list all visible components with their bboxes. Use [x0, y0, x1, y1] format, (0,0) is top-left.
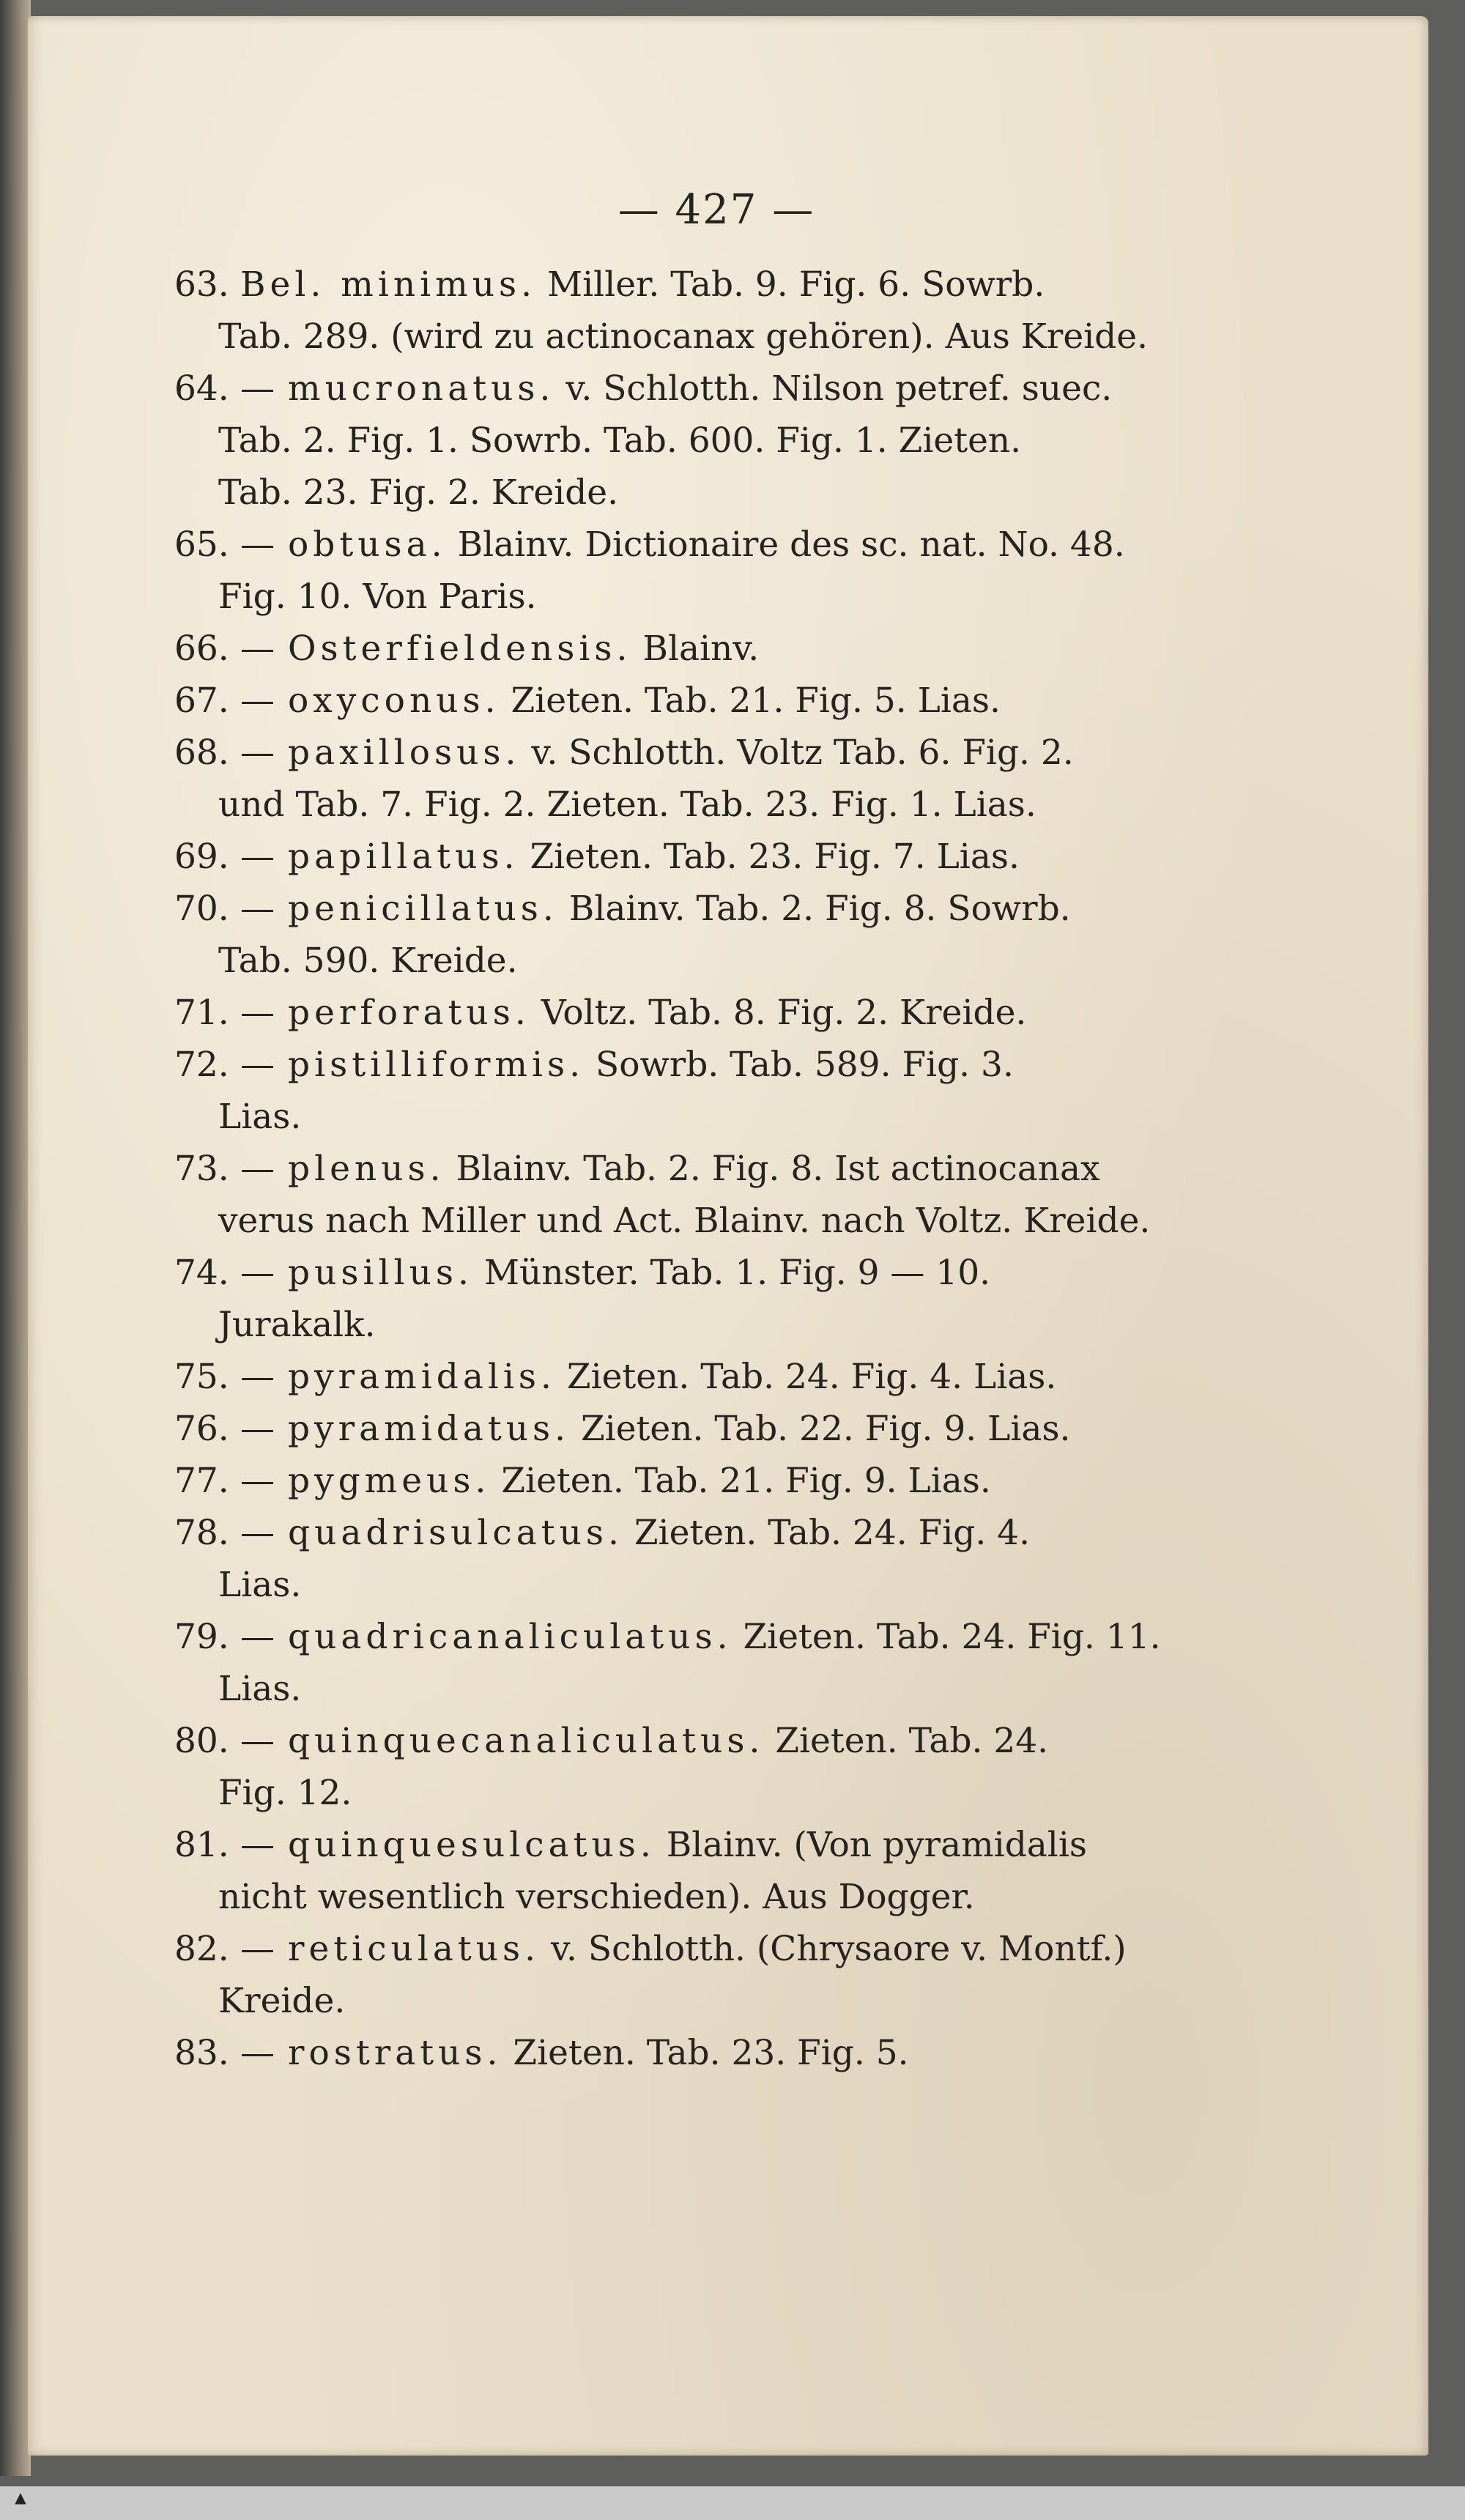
entry-reference: Zieten. Tab. 24. Fig. 4. — [623, 1513, 1031, 1553]
entry-first-line — [174, 1611, 1214, 1663]
entry-first-line — [174, 831, 1214, 883]
entry — [174, 675, 1214, 727]
species-name: penicillatus. — [288, 889, 558, 929]
entry — [174, 1039, 1214, 1143]
species-name: pistilliformis. — [288, 1045, 585, 1085]
entry-number: 79. — [174, 1617, 229, 1657]
entry-number: 78. — [174, 1513, 229, 1553]
ditto-dash: — — [240, 1513, 275, 1553]
ditto-dash: — — [240, 1929, 275, 1969]
entry — [174, 1507, 1214, 1611]
entry — [174, 259, 1214, 363]
entry-first-line — [174, 519, 1214, 571]
ditto-dash: — — [240, 1461, 275, 1501]
entry — [174, 363, 1214, 519]
entry-number: 65. — [174, 525, 229, 565]
entry-first-line — [174, 1923, 1214, 1975]
entry-continuation-line: Tab. 23. Fig. 2. Kreide. — [218, 472, 619, 513]
species-name: pyramidatus. — [288, 1409, 571, 1449]
species-name: pygmeus. — [288, 1461, 491, 1501]
entry-continuation-line: Jurakalk. — [218, 1305, 376, 1345]
book-spine-edge — [0, 0, 31, 2476]
species-name: papillatus. — [288, 837, 519, 877]
entry — [174, 831, 1214, 883]
species-name: quinquecanaliculatus. — [288, 1721, 765, 1761]
entry-continuation-line: Tab. 2. Fig. 1. Sowrb. Tab. 600. Fig. 1. Zieten. — [218, 420, 1022, 461]
entry — [174, 519, 1214, 623]
entry — [174, 1819, 1214, 1923]
entry-reference: Blainv. Tab. 2. Fig. 8. Sowrb. — [557, 889, 1071, 929]
entry-first-line — [174, 1039, 1214, 1091]
entry-reference: Blainv. Dictionaire des sc. nat. No. 48. — [446, 525, 1125, 565]
entry — [174, 1403, 1214, 1455]
entry-reference: Zieten. Tab. 24. — [764, 1721, 1049, 1761]
page-text — [174, 186, 1214, 2079]
entry-number: 75. — [174, 1357, 229, 1397]
species-name: pusillus. — [288, 1253, 473, 1293]
entry-continuation-line: Tab. 289. (wird zu actinocanax gehören). Aus Kreide. — [218, 316, 1149, 357]
entry-list — [174, 259, 1214, 2079]
entry-number: 63. — [174, 264, 229, 305]
species-name: paxillosus. — [288, 733, 521, 773]
entry-reference: Zieten. Tab. 24. Fig. 11. — [732, 1617, 1161, 1657]
entry-continuation-line: Fig. 12. — [218, 1773, 352, 1813]
entry-continuation-line: Kreide. — [218, 1981, 346, 2021]
entry-first-line — [174, 1351, 1214, 1403]
entry-number: 77. — [174, 1461, 229, 1501]
ditto-dash: — — [240, 1357, 275, 1397]
entry-reference: v. Schlotth. (Chrysaore v. Montf.) — [540, 1929, 1127, 1969]
ditto-dash: — — [240, 1045, 275, 1085]
entry-first-line — [174, 623, 1214, 675]
ditto-dash: — — [240, 1253, 275, 1293]
entry-number: 76. — [174, 1409, 229, 1449]
entry-first-line — [174, 1819, 1214, 1871]
entry-continuation-line: und Tab. 7. Fig. 2. Zieten. Tab. 23. Fig. 1. Lias. — [218, 785, 1036, 825]
ditto-dash: — — [240, 368, 275, 409]
entry-number: 81. — [174, 1825, 229, 1865]
ditto-dash: — — [240, 733, 275, 773]
entry — [174, 1715, 1214, 1819]
species-name: Osterfieldensis. — [288, 629, 632, 669]
entry-reference: Zieten. Tab. 21. Fig. 5. Lias. — [500, 681, 1001, 721]
entry-number: 83. — [174, 2033, 229, 2073]
entry-first-line — [174, 1507, 1214, 1559]
entry-continuation-line: Fig. 10. Von Paris. — [218, 577, 537, 617]
entry-continuation-line: Lias. — [218, 1097, 302, 1137]
entry — [174, 1611, 1214, 1715]
entry-number: 66. — [174, 629, 229, 669]
ditto-dash: — — [240, 1721, 275, 1761]
library-logo-icon: ▲ — [15, 2488, 26, 2506]
entry-reference: Zieten. Tab. 24. Fig. 4. Lias. — [555, 1357, 1057, 1397]
entry-number: 69. — [174, 837, 229, 877]
species-name: mucronatus. — [288, 368, 555, 409]
entry — [174, 1923, 1214, 2027]
entry-reference: Sowrb. Tab. 589. Fig. 3. — [585, 1045, 1014, 1085]
entry-number: 70. — [174, 889, 229, 929]
entry-first-line — [174, 1455, 1214, 1507]
ditto-dash: — — [240, 1617, 275, 1657]
entry-continuation-line: Lias. — [218, 1565, 302, 1605]
ditto-dash: — — [240, 993, 275, 1033]
entry-first-line — [174, 727, 1214, 779]
entry-first-line — [174, 2027, 1214, 2079]
entry-continuation-line: nicht wesentlich verschieden). Aus Dogger. — [218, 1877, 975, 1917]
entry-continuation-line: verus nach Miller und Act. Blainv. nach Voltz. Kreide. — [218, 1201, 1151, 1241]
entry-reference: Zieten. Tab. 23. Fig. 7. Lias. — [519, 837, 1020, 877]
ditto-dash: — — [240, 1409, 275, 1449]
species-name: oxyconus. — [288, 681, 500, 721]
entry-reference: Zieten. Tab. 21. Fig. 9. Lias. — [490, 1461, 991, 1501]
entry — [174, 1455, 1214, 1507]
viewer-bottom-bar — [0, 2486, 1465, 2520]
entry-reference: Zieten. Tab. 23. Fig. 5. — [502, 2033, 909, 2073]
entry-number: 80. — [174, 1721, 229, 1761]
species-name: Bel. minimus. — [240, 264, 537, 305]
entry-number: 72. — [174, 1045, 229, 1085]
entry-reference: Blainv. — [631, 629, 760, 669]
entry-first-line — [174, 1403, 1214, 1455]
entry-continuation-line: Lias. — [218, 1669, 302, 1709]
entry — [174, 623, 1214, 675]
entry-reference: Miller. Tab. 9. Fig. 6. Sowrb. — [536, 264, 1045, 305]
entry-number: 82. — [174, 1929, 229, 1969]
ditto-dash: — — [240, 1149, 275, 1189]
entry-reference: v. Schlotth. Nilson petref. suec. — [555, 368, 1113, 409]
entry-reference: Voltz. Tab. 8. Fig. 2. Kreide. — [530, 993, 1027, 1033]
entry-number: 74. — [174, 1253, 229, 1293]
entry-number: 68. — [174, 733, 229, 773]
entry-reference: Blainv. (Von pyramidalis — [655, 1825, 1087, 1865]
ditto-dash: — — [240, 2033, 275, 2073]
entry-reference: v. Schlotth. Voltz Tab. 6. Fig. 2. — [520, 733, 1074, 773]
entry-first-line — [174, 987, 1214, 1039]
ditto-dash: — — [240, 629, 275, 669]
species-name: quadricanaliculatus. — [288, 1617, 732, 1657]
ditto-dash: — — [240, 889, 275, 929]
entry — [174, 987, 1214, 1039]
ditto-dash: — — [240, 525, 275, 565]
ditto-dash: — — [240, 837, 275, 877]
species-name: pyramidalis. — [288, 1357, 556, 1397]
entry-reference: Zieten. Tab. 22. Fig. 9. Lias. — [570, 1409, 1071, 1449]
entry-number: 64. — [174, 368, 229, 409]
entry-first-line — [174, 675, 1214, 727]
entry-number: 67. — [174, 681, 229, 721]
entry-first-line — [174, 883, 1214, 935]
entry — [174, 2027, 1214, 2079]
entry-reference: Münster. Tab. 1. Fig. 9 — 10. — [472, 1253, 991, 1293]
entry — [174, 1247, 1214, 1351]
entry-continuation-line: Tab. 590. Kreide. — [218, 941, 518, 981]
entry-first-line — [174, 259, 1214, 311]
entry-first-line — [174, 1715, 1214, 1767]
entry-first-line — [174, 1143, 1214, 1195]
entry-number: 73. — [174, 1149, 229, 1189]
entry — [174, 1143, 1214, 1247]
book-page — [28, 16, 1428, 2456]
species-name: obtusa. — [288, 525, 447, 565]
ditto-dash: — — [240, 1825, 275, 1865]
species-name: quadrisulcatus. — [288, 1513, 623, 1553]
entry — [174, 1351, 1214, 1403]
species-name: reticulatus. — [288, 1929, 541, 1969]
entry-number: 71. — [174, 993, 229, 1033]
entry-first-line — [174, 1247, 1214, 1299]
species-name: rostratus. — [288, 2033, 502, 2073]
species-name: quinquesulcatus. — [288, 1825, 656, 1865]
entry-first-line — [174, 363, 1214, 415]
entry-reference: Blainv. Tab. 2. Fig. 8. Ist actinocanax — [445, 1149, 1100, 1189]
ditto-dash: — — [240, 681, 275, 721]
entry — [174, 727, 1214, 831]
page-number: — 427 — — [617, 186, 815, 234]
species-name: plenus. — [288, 1149, 445, 1189]
species-name: perforatus. — [288, 993, 530, 1033]
entry — [174, 883, 1214, 987]
